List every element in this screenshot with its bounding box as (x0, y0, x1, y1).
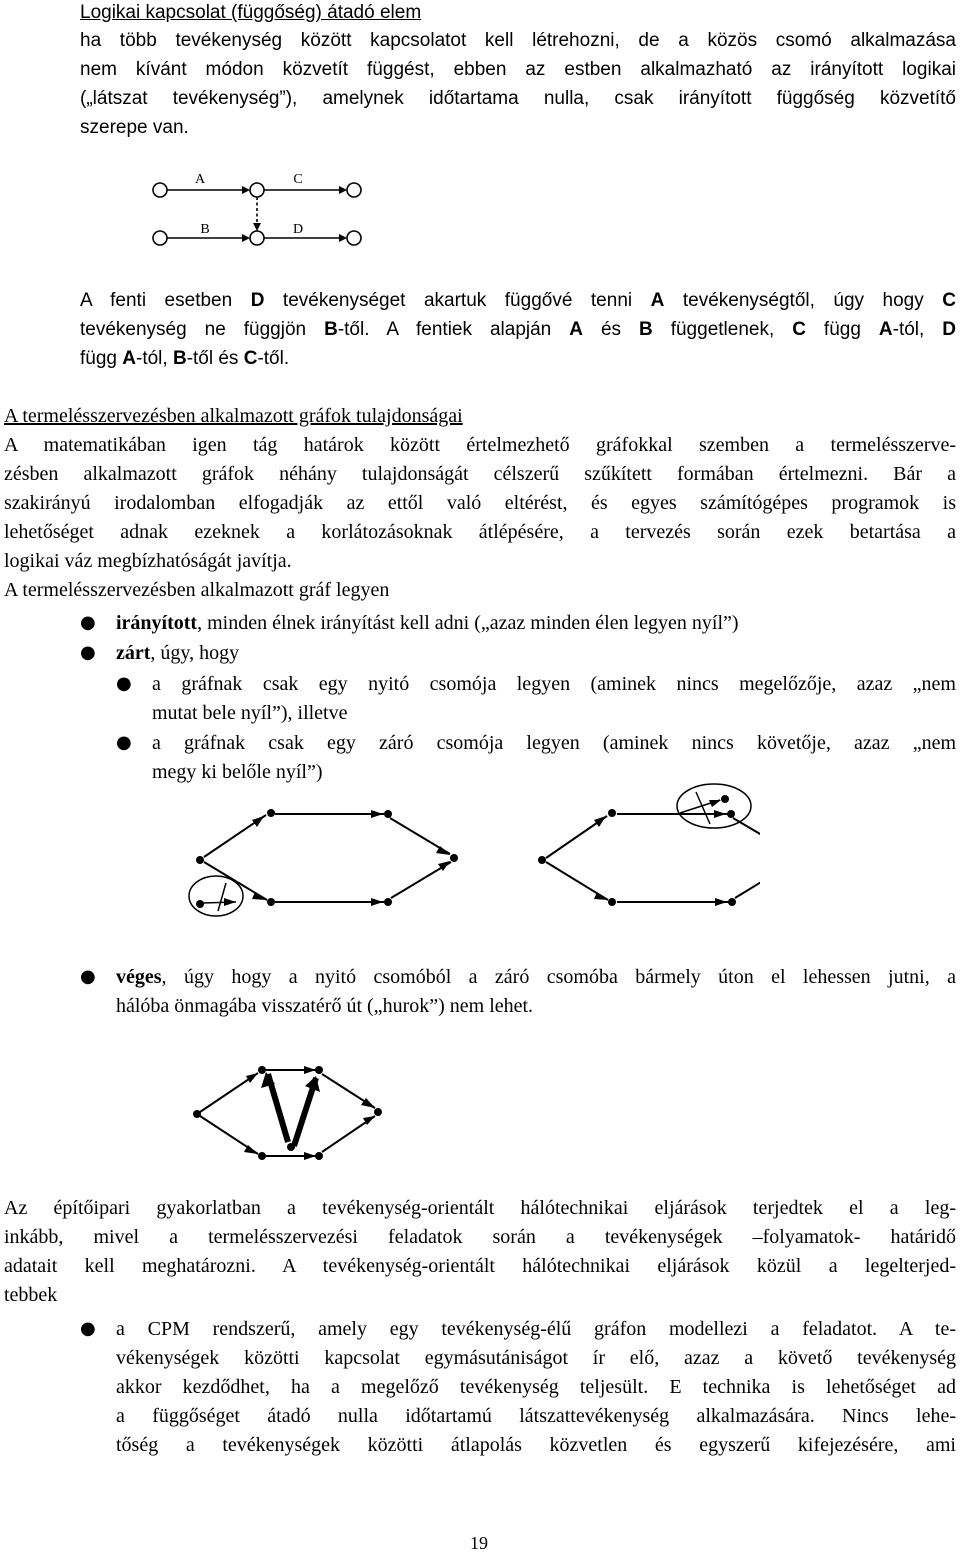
bold-letter: A (122, 348, 136, 369)
paragraph-line: inkább, mivel a termelésszervezési feladatok során a tevékenységek –folyamatok- határidő (4, 1226, 956, 1248)
bullet-icon: ● (116, 732, 132, 753)
list-item-line: a CPM rendszerű, amely egy tevékenység-élű gráfon modellezi a feladatot. A te- (116, 1318, 956, 1340)
arrowhead (715, 898, 727, 906)
bold-letter: C (792, 319, 806, 340)
paragraph-line: nem kívánt módon közvetít függést, ebben az estben alkalmazható az irányított logikai (80, 59, 956, 80)
node (258, 1066, 266, 1074)
text-run: függ (80, 348, 123, 369)
text-run: függetlenek, (652, 319, 793, 340)
arrowhead (709, 800, 721, 807)
label-c: C (293, 172, 303, 187)
dummy-activity-diagram (150, 165, 370, 250)
arrowhead (371, 810, 383, 818)
node (384, 810, 392, 818)
text-run: -tól, (892, 319, 943, 340)
paragraph-line: tebbek (4, 1284, 58, 1306)
edge (735, 862, 760, 898)
term-bold: irányított (116, 612, 198, 634)
node (267, 898, 275, 906)
node (347, 183, 361, 197)
highlight-ellipse (677, 784, 751, 828)
paragraph-line: Az építőipari gyakorlatban a tevékenység-orientált hálótechnikai eljárások terjedtek el a leg- (4, 1197, 956, 1219)
text-run: -től. (257, 348, 290, 369)
node (250, 183, 264, 197)
arrowhead (371, 898, 383, 906)
node (374, 1108, 382, 1116)
explanation-line (80, 290, 956, 312)
node (315, 1152, 323, 1160)
arrowhead (304, 1152, 316, 1160)
paragraph-line: szakirányú irodalomban elfogadják az ettől való eltérést, és egyes számítógépes programok is (4, 492, 956, 514)
bullet-icon: ● (80, 966, 96, 987)
text-run: A fenti esetben (80, 290, 251, 311)
closed-graph-diagrams (180, 780, 760, 930)
list-item-line: vékenységek közötti kapcsolat egymásutániságot ír elő, azaz a követő tevékenység (116, 1347, 956, 1369)
list-intro: A termelésszervezésben alkalmazott gráf legyen (4, 579, 390, 601)
explanation-line (80, 319, 956, 341)
edge (202, 902, 236, 903)
text-run: tevékenységet akartuk függővé tenni (264, 290, 651, 311)
list-item-finite (116, 966, 956, 989)
paragraph-line: adatait kell meghatározni. A tevékenység-orientált hálótechnikai eljárások közül a legelterjed- (4, 1255, 956, 1277)
list-item-line: akkor kezdődhet, ha a megelőző tevékenység teljesült. E technika is lehetőséget ad (116, 1376, 956, 1398)
highlight-ellipse (189, 876, 243, 916)
sub-item-line: a gráfnak csak egy nyitó csomója legyen (aminek nincs megelőzője, azaz „nem (152, 673, 956, 695)
arrowhead (304, 1066, 316, 1074)
term-bold: véges (116, 966, 162, 988)
node (153, 183, 167, 197)
bullet-icon: ● (80, 1318, 96, 1339)
arrowhead (252, 816, 264, 827)
node (538, 856, 546, 864)
item-text: , úgy hogy a nyitó csomóból a záró csomóba bármely úton el lehessen jutni, a (161, 966, 956, 988)
arrowhead (594, 816, 606, 827)
text-run: tevékenységtől, úgy hogy (664, 290, 943, 311)
arrowhead (714, 810, 726, 818)
node (153, 231, 167, 245)
term-bold: zárt (116, 642, 151, 664)
paragraph-line: szerepe van. (80, 117, 189, 138)
cross-line (696, 792, 710, 824)
sub-item-line: a gráfnak csak egy záró csomója legyen (aminek nincs követője, azaz „nem (152, 732, 956, 754)
list-item-line: hálóba önmagába visszatérő út („hurok”) nem lehet. (116, 995, 534, 1017)
node (727, 810, 735, 818)
paragraph-line: zésben alkalmazott gráfok néhány tulajdonságát célszerű szűkített formában értelmezni. Bár a (4, 463, 956, 485)
bullet-icon: ● (80, 642, 96, 663)
paragraph-line: logikai váz megbízhatóságát javítja. (4, 550, 292, 572)
bold-letter: B (324, 319, 338, 340)
loop-graph-diagram (190, 1050, 390, 1170)
list-item-directed (116, 612, 739, 635)
list-item-line: a függőséget átadó nulla időtartamú látszattevékenység alkalmazására. Nincs lehe- (116, 1405, 956, 1427)
arrowhead (339, 234, 347, 242)
section-heading-dependency-element: Logikai kapcsolat (függőség) átadó elem (80, 2, 422, 23)
text-run: tevékenység ne függjön (80, 319, 325, 340)
label-b: B (200, 222, 210, 237)
node (384, 898, 392, 906)
node (193, 1110, 201, 1118)
node (608, 809, 616, 817)
explanation-line (80, 348, 289, 370)
bold-letter: A (569, 319, 583, 340)
arrowhead (242, 234, 250, 242)
sub-item-line: mutat bele nyíl”), illetve (152, 702, 348, 724)
paragraph-line: A matematikában igen tág határok között értelmezhető gráfokkal szemben a termelésszerve- (4, 434, 956, 456)
arrowhead (339, 186, 347, 194)
node (728, 898, 736, 906)
node (267, 809, 275, 817)
bold-letter: C (243, 348, 258, 369)
list-item-line: tőség a tevékenységek közötti átlapolás közvetlen és egyszerű kifejezésére, ami (116, 1434, 956, 1456)
cross-line (218, 883, 226, 911)
node (287, 1143, 295, 1151)
node (721, 795, 729, 803)
label-a: A (194, 172, 206, 187)
section-heading-graph-properties: A termelésszervezésben alkalmazott gráfok tulajdonságai (4, 405, 463, 427)
arrowhead (253, 223, 261, 231)
list-item-closed (116, 642, 239, 665)
bold-letter: D (250, 290, 265, 311)
bold-letter: A (650, 290, 665, 311)
item-text: , úgy, hogy (150, 642, 240, 664)
text-run: -től és (186, 348, 244, 369)
node (347, 231, 361, 245)
node (450, 854, 458, 862)
sub-item-line: megy ki belőle nyíl”) (152, 761, 323, 783)
node (315, 1066, 323, 1074)
text-run: -től. A fentiek alapján (337, 319, 570, 340)
text-run: és (582, 319, 639, 340)
label-d: D (292, 222, 304, 237)
text-run: függ (805, 319, 879, 340)
bullet-icon: ● (80, 612, 96, 633)
bold-letter: C (942, 290, 956, 311)
bullet-icon: ● (116, 673, 132, 694)
bold-letter: B (639, 319, 653, 340)
arrowhead (242, 186, 250, 194)
bold-letter: B (172, 348, 187, 369)
node (608, 898, 616, 906)
node (250, 231, 264, 245)
node (258, 1152, 266, 1160)
bold-letter: D (942, 319, 957, 340)
bold-letter: A (878, 319, 893, 340)
page-number: 19 (470, 1533, 488, 1553)
item-text: , minden élnek irányítást kell adni („azaz minden élen legyen nyíl”) (197, 612, 739, 634)
paragraph-line: lehetőséget adnak ezeknek a korlátozásoknak átlépésére, a tervezés során ezek betartása a (4, 521, 956, 543)
text-run: -tól, (136, 348, 173, 369)
arrowhead (246, 1073, 258, 1083)
node (196, 900, 204, 908)
paragraph-line: ha több tevékenység között kapcsolatot kell létrehozni, de a közös csomó alkalmazása (80, 30, 956, 51)
node (196, 856, 204, 864)
paragraph-line: („látszat tevékenység”), amelynek időtartama nulla, csak irányított függőség közvetítő (80, 88, 956, 109)
